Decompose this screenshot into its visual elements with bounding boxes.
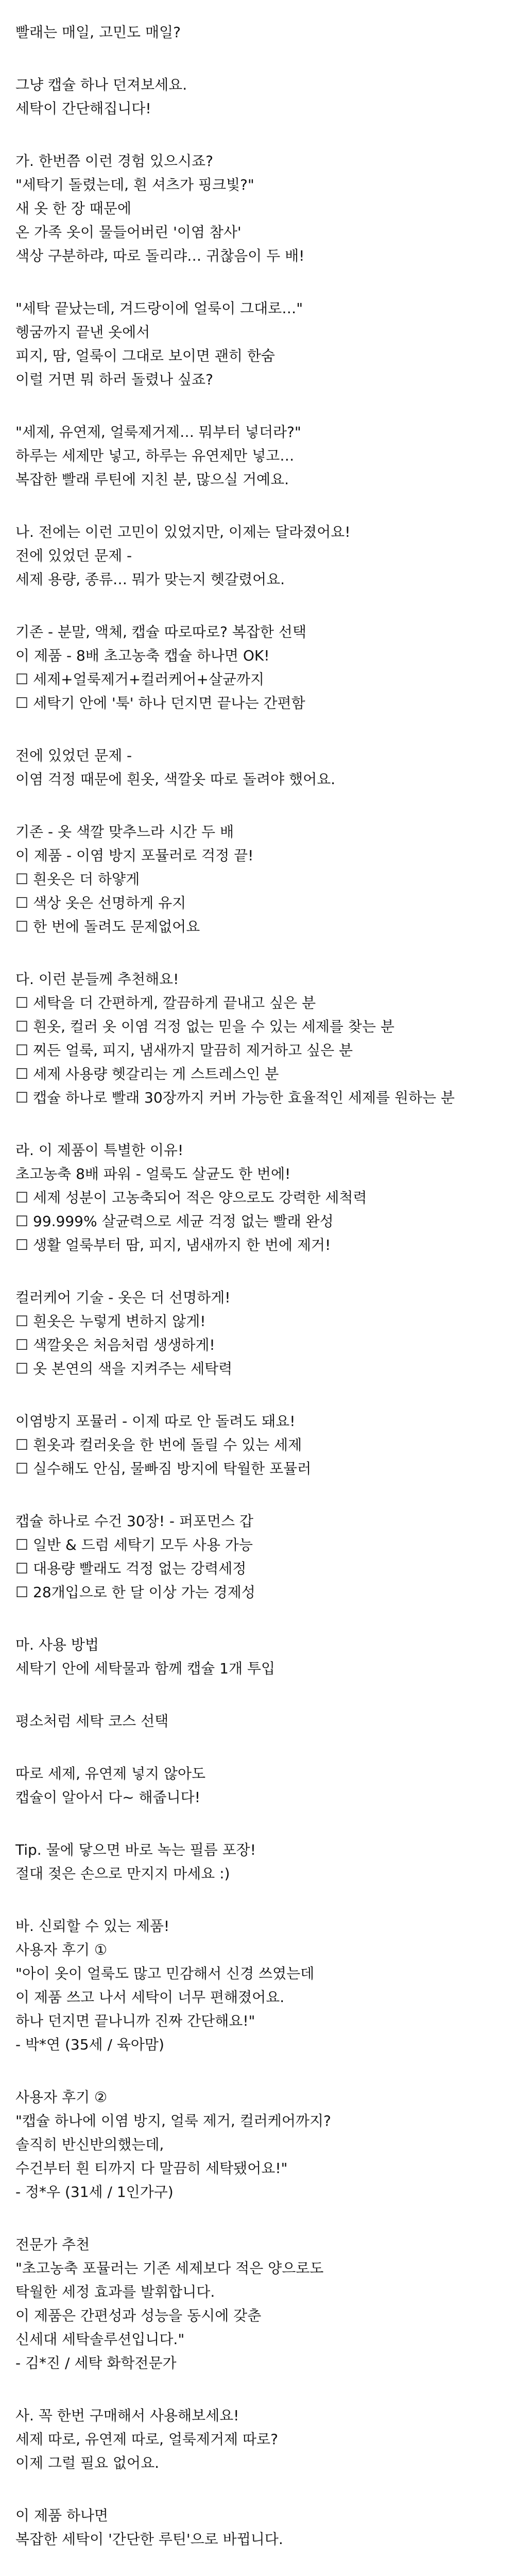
text-line: ☐ 세탁기 안에 '툭' 하나 던지면 끝나는 간편함 [15,694,305,711]
text-line: 이 제품 쓰고 나서 세탁이 너무 편해졌어요. [15,1989,285,2006]
text-line: 빨래는 매일, 고민도 매일? [15,24,181,41]
text-line: 마. 사용 방법 [15,1636,99,1653]
text-line: ☐ 세제+얼룩제거+컬러케어+살균까지 [15,671,265,688]
text-line: 이염방지 포뮬러 - 이제 따로 안 돌려도 돼요! [15,1413,296,1430]
text-line: 이제 그럴 필요 없어요. [15,2454,160,2471]
text-line: ☐ 흰옷, 컬러 옷 이염 걱정 없는 믿을 수 있는 세제를 찾는 분 [15,1018,394,1035]
text-block [15,1762,500,1809]
text-line: - 김*진 / 세탁 화학전문가 [15,2354,177,2371]
text-line: 신세대 세탁솔루션입니다." [15,2331,185,2348]
text-line: 라. 이 제품이 특별한 이유! [15,1142,184,1159]
text-block [15,21,500,44]
text-line: "세탁 끝났는데, 겨드랑이에 얼룩이 그대로…" [15,300,303,317]
text-line: Tip. 물에 닿으면 바로 녹는 필름 포장! [15,1841,256,1858]
text-line: "캡슐 하나에 이염 방지, 얼룩 제거, 컬러케어까지? [15,2112,331,2129]
text-block [15,2086,500,2204]
text-line: 하나 던지면 끝나니까 진짜 간단해요!" [15,2012,255,2029]
text-line: 다. 이런 분들께 추천해요! [15,971,179,988]
text-line: 세탁기 안에 세탁물과 함께 캡슐 1개 투입 [15,1660,275,1677]
text-line: 이 제품 - 8배 초고농축 캡슐 하나면 OK! [15,647,270,664]
text-line: 세탁이 간단해집니다! [15,100,151,117]
text-line: 수건부터 흰 티까지 다 말끔히 세탁됐어요!" [15,2160,288,2177]
text-block [15,520,500,591]
text-line: 전에 있었던 문제 - [15,747,132,764]
text-line: 이 제품은 간편성과 성능을 동시에 갖춘 [15,2307,262,2324]
text-line: ☐ 한 번에 돌려도 문제없어요 [15,918,200,935]
text-line: 헹굼까지 끝낸 옷에서 [15,324,150,341]
text-line: 새 옷 한 장 때문에 [15,200,131,217]
text-block [15,968,500,1110]
text-line: 사용자 후기 ② [15,2089,108,2106]
text-line: ☐ 찌든 얼룩, 피지, 냄새까지 말끔히 제거하고 싶은 분 [15,1042,353,1059]
text-line: 캡슐 하나로 수건 30장! - 퍼포먼스 갑 [15,1513,253,1530]
text-line: 이 제품 하나면 [15,2507,109,2524]
text-line: ☐ 세제 성분이 고농축되어 적은 양으로도 강력한 세척력 [15,1189,367,1206]
text-line: - 박*연 (35세 / 육아맘) [15,2036,164,2053]
text-line: 솔직히 반신반의했는데, [15,2136,164,2153]
text-block [15,297,500,392]
text-line: ☐ 흰옷은 누렇게 변하지 않게! [15,1313,206,1330]
text-line: ☐ 세탁을 더 간편하게, 깔끔하게 끝내고 싶은 분 [15,994,316,1011]
text-block [15,1410,500,1481]
text-block [15,1510,500,1604]
text-block [15,744,500,791]
text-line: 평소처럼 세탁 코스 선택 [15,1713,169,1730]
text-block [15,1914,500,2057]
text-line: 사. 꼭 한번 구매해서 사용해보세요! [15,2407,239,2424]
text-line: 이 제품 - 이염 방지 포뮬러로 걱정 끝! [15,847,254,864]
text-line: 하루는 세제만 넣고, 하루는 유연제만 넣고… [15,447,295,464]
text-block [15,420,500,492]
text-line: 기존 - 옷 색깔 맞추느라 시간 두 배 [15,823,234,840]
text-line: 복잡한 빨래 루틴에 지친 분, 많으실 거예요. [15,471,289,488]
text-line: 세제 용량, 종류… 뭐가 맞는지 헷갈렸어요. [15,571,285,588]
text-block [15,2404,500,2475]
text-line: 전에 있었던 문제 - [15,547,132,564]
text-line: 피지, 땀, 얼룩이 그대로 보이면 괜히 한숨 [15,347,275,364]
text-block [15,820,500,939]
text-block [15,1139,500,1257]
text-line: - 정*우 (31세 / 1인가구) [15,2183,174,2200]
text-line: ☐ 실수해도 안심, 물빠짐 방지에 탁월한 포뮬러 [15,1460,312,1477]
text-line: ☐ 흰옷은 더 하얗게 [15,871,140,888]
text-line: 초고농축 8배 파워 - 얼룩도 살균도 한 번에! [15,1165,291,1182]
text-line: 캡슐이 알아서 다~ 해줍니다! [15,1789,200,1806]
text-line: ☐ 일반 & 드럼 세탁기 모두 사용 가능 [15,1536,253,1553]
text-line: "아이 옷이 얼룩도 많고 민감해서 신경 쓰였는데 [15,1965,315,1982]
text-line: 복잡한 세탁이 '간단한 루틴'으로 바뀝니다. [15,2531,283,2548]
text-line: 기존 - 분말, 액체, 캡슐 따로따로? 복잡한 선택 [15,623,306,640]
text-block [15,2504,500,2551]
text-line: 바. 신뢰할 수 있는 제품! [15,1918,170,1935]
text-line: 이럴 거면 뭐 하러 돌렸나 싶죠? [15,371,213,388]
text-line: "세탁기 돌렸는데, 흰 셔츠가 핑크빛?" [15,176,254,193]
text-line: 전문가 추천 [15,2236,90,2253]
text-line: ☐ 옷 본연의 색을 지켜주는 세탁력 [15,1360,233,1377]
text-line: ☐ 대용량 빨래도 걱정 없는 강력세정 [15,1560,247,1577]
text-line: ☐ 색깔옷은 처음처럼 생생하게! [15,1336,215,1353]
text-line: ☐ 캡슐 하나로 빨래 30장까지 커버 가능한 효율적인 세제를 원하는 분 [15,1089,455,1106]
text-line: 탁월한 세정 효과를 발휘합니다. [15,2283,215,2300]
text-block [15,149,500,268]
text-line: 따로 세제, 유연제 넣지 않아도 [15,1765,206,1782]
text-line: 그냥 캡슐 하나 던져보세요. [15,76,187,93]
text-block [15,620,500,715]
text-line: 컬러케어 기술 - 옷은 더 선명하게! [15,1289,231,1306]
text-line: 절대 젖은 손으로 만지지 마세요 :) [15,1865,230,1882]
text-block [15,1838,500,1886]
text-line: 이염 걱정 때문에 흰옷, 색깔옷 따로 돌려야 했어요. [15,771,336,788]
text-line: 사용자 후기 ① [15,1941,108,1958]
text-line: ☐ 99.999% 살균력으로 세균 걱정 없는 빨래 완성 [15,1213,334,1230]
text-line: "초고농축 포뮬러는 기존 세제보다 적은 양으로도 [15,2260,324,2277]
text-line: ☐ 28개입으로 한 달 이상 가는 경제성 [15,1584,255,1601]
text-block [15,2233,500,2375]
text-line: 나. 전에는 이런 고민이 있었지만, 이제는 달라졌어요! [15,523,351,540]
text-line: 온 가족 옷이 물들어버린 '이염 참사' [15,224,242,241]
text-block [15,1633,500,1681]
text-line: "세제, 유연제, 얼룩제거제… 뭐부터 넣더라?" [15,423,301,440]
text-block [15,73,500,121]
text-line: 색상 구분하랴, 따로 돌리랴… 귀찮음이 두 배! [15,247,305,264]
text-block [15,1286,500,1381]
text-block [15,1709,500,1733]
text-line: 세제 따로, 유연제 따로, 얼룩제거제 따로? [15,2431,278,2448]
text-line: ☐ 생활 얼룩부터 땀, 피지, 냄새까지 한 번에 제거! [15,1236,331,1253]
text-line: ☐ 세제 사용량 헷갈리는 게 스트레스인 분 [15,1065,279,1082]
text-line: ☐ 흰옷과 컬러옷을 한 번에 돌릴 수 있는 세제 [15,1436,302,1453]
text-line: 가. 한번쯤 이런 경험 있으시죠? [15,152,213,170]
text-line: ☐ 색상 옷은 선명하게 유지 [15,894,186,911]
